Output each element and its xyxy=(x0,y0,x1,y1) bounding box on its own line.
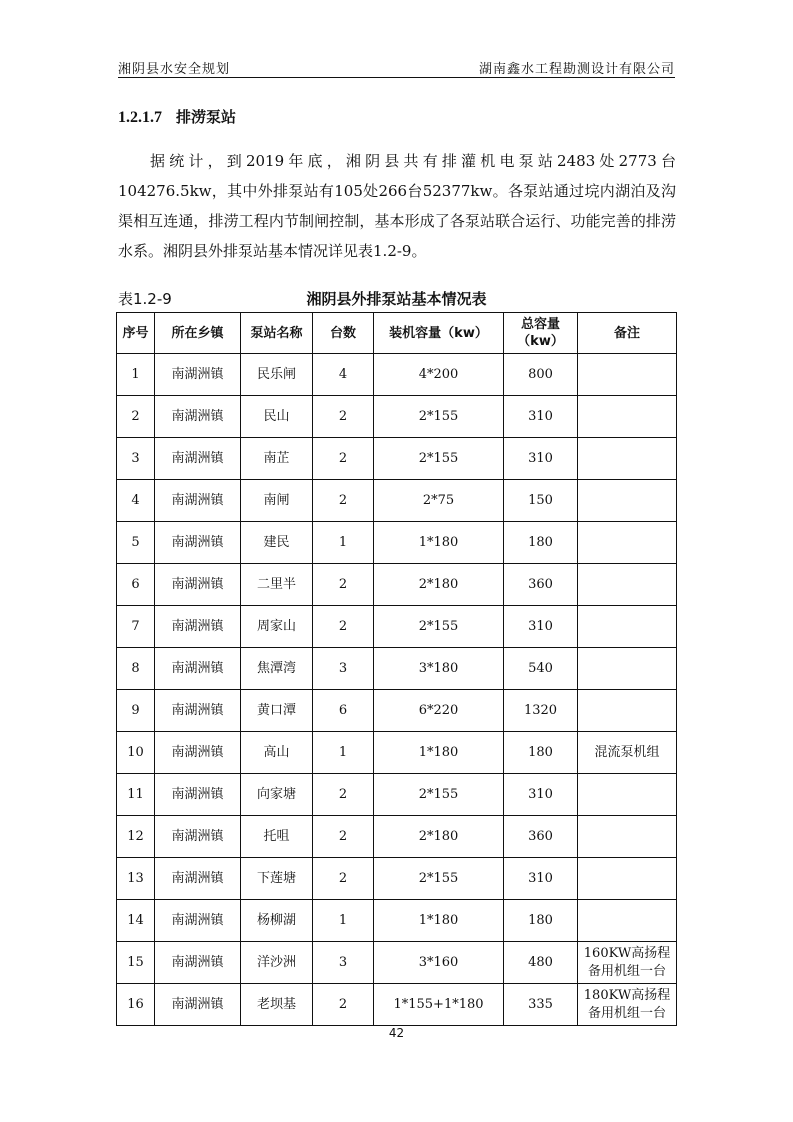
table-cell: 高山 xyxy=(241,732,313,774)
table-cell: 4 xyxy=(313,354,374,396)
pump-station-table xyxy=(116,312,677,1026)
table-cell: 2*75 xyxy=(374,480,504,522)
table-cell: 2 xyxy=(313,606,374,648)
table-cell: 南湖洲镇 xyxy=(155,396,241,438)
table-row xyxy=(117,354,677,396)
table-cell: 2 xyxy=(313,438,374,480)
table-cell: 3 xyxy=(313,942,374,984)
table-cell: 10 xyxy=(117,732,155,774)
table-row xyxy=(117,438,677,480)
table-cell xyxy=(578,690,677,732)
table-cell: 360 xyxy=(504,564,578,606)
table-cell: 二里半 xyxy=(241,564,313,606)
table-cell: 1*180 xyxy=(374,522,504,564)
table-row xyxy=(117,858,677,900)
column-header: 序号 xyxy=(117,313,155,354)
page-number: 42 xyxy=(388,1026,405,1040)
table-cell xyxy=(578,858,677,900)
table-cell: 南湖洲镇 xyxy=(155,648,241,690)
table-cell: 2*155 xyxy=(374,438,504,480)
table-cell: 9 xyxy=(117,690,155,732)
table-cell: 310 xyxy=(504,606,578,648)
table-caption xyxy=(118,286,675,308)
table-cell: 180 xyxy=(504,900,578,942)
table-cell: 下莲塘 xyxy=(241,858,313,900)
table-cell xyxy=(578,564,677,606)
table-cell: 杨柳湖 xyxy=(241,900,313,942)
table-cell xyxy=(578,816,677,858)
table-cell: 8 xyxy=(117,648,155,690)
table-cell: 4 xyxy=(117,480,155,522)
table-cell: 2*180 xyxy=(374,816,504,858)
table-cell: 2 xyxy=(313,984,374,1026)
table-cell: 13 xyxy=(117,858,155,900)
table-cell: 2 xyxy=(313,396,374,438)
table-cell: 1*155+1*180 xyxy=(374,984,504,1026)
table-cell: 2 xyxy=(313,816,374,858)
table-cell: 2*155 xyxy=(374,774,504,816)
table-row xyxy=(117,564,677,606)
table-cell: 16 xyxy=(117,984,155,1026)
table-cell: 托咀 xyxy=(241,816,313,858)
table-cell: 7 xyxy=(117,606,155,648)
table-cell xyxy=(578,606,677,648)
table-row xyxy=(117,648,677,690)
table-cell: 1 xyxy=(117,354,155,396)
table-cell: 6 xyxy=(117,564,155,606)
table-cell xyxy=(578,522,677,564)
table-cell: 2*180 xyxy=(374,564,504,606)
table-cell: 14 xyxy=(117,900,155,942)
header-document-title: 湘阴县水安全规划 xyxy=(118,62,231,77)
table-header-row xyxy=(117,313,677,354)
table-cell: 南湖洲镇 xyxy=(155,480,241,522)
table-cell: 11 xyxy=(117,774,155,816)
column-header: 总容量（kw） xyxy=(504,313,578,354)
table-cell: 12 xyxy=(117,816,155,858)
table-row xyxy=(117,816,677,858)
table-cell: 310 xyxy=(504,858,578,900)
table-cell: 1 xyxy=(313,732,374,774)
section-heading xyxy=(118,106,236,127)
table-cell xyxy=(578,354,677,396)
table-title: 湘阴县外排泵站基本情况表 xyxy=(306,290,487,308)
table-cell: 2 xyxy=(313,564,374,606)
header-divider xyxy=(118,77,675,78)
table-cell: 混流泵机组 xyxy=(578,732,677,774)
table-cell: 南湖洲镇 xyxy=(155,438,241,480)
table-cell xyxy=(578,774,677,816)
column-header: 备注 xyxy=(578,313,677,354)
table-row xyxy=(117,942,677,984)
table-cell: 310 xyxy=(504,438,578,480)
table-cell: 2 xyxy=(313,858,374,900)
table-cell xyxy=(578,396,677,438)
table-cell: 335 xyxy=(504,984,578,1026)
header-company-name: 湖南鑫水工程勘测设计有限公司 xyxy=(478,62,675,77)
table-cell: 南湖洲镇 xyxy=(155,522,241,564)
table-cell: 540 xyxy=(504,648,578,690)
table-cell: 向家塘 xyxy=(241,774,313,816)
table-cell: 建民 xyxy=(241,522,313,564)
table-cell: 南湖洲镇 xyxy=(155,732,241,774)
table-cell: 焦潭湾 xyxy=(241,648,313,690)
table-row xyxy=(117,774,677,816)
table-cell: 480 xyxy=(504,942,578,984)
table-cell: 南湖洲镇 xyxy=(155,354,241,396)
table-cell: 2 xyxy=(313,480,374,522)
table-cell: 南湖洲镇 xyxy=(155,858,241,900)
table-cell xyxy=(578,648,677,690)
table-cell: 2*155 xyxy=(374,396,504,438)
table-cell: 南湖洲镇 xyxy=(155,900,241,942)
table-cell: 6 xyxy=(313,690,374,732)
table-cell xyxy=(578,900,677,942)
table-cell: 310 xyxy=(504,774,578,816)
table-cell: 南湖洲镇 xyxy=(155,564,241,606)
table-cell: 老坝基 xyxy=(241,984,313,1026)
column-header: 所在乡镇 xyxy=(155,313,241,354)
table-cell: 南湖洲镇 xyxy=(155,984,241,1026)
table-cell: 周家山 xyxy=(241,606,313,648)
table-cell: 160KW高扬程备用机组一台 xyxy=(578,942,677,984)
column-header: 装机容量（kw） xyxy=(374,313,504,354)
table-cell: 1 xyxy=(313,522,374,564)
table-number: 表1.2-9 xyxy=(118,290,172,308)
table-cell: 310 xyxy=(504,396,578,438)
table-cell: 180KW高扬程备用机组一台 xyxy=(578,984,677,1026)
table-cell: 南芷 xyxy=(241,438,313,480)
table-row xyxy=(117,984,677,1026)
table-row xyxy=(117,480,677,522)
section-number: 1.2.1.7 xyxy=(118,109,162,126)
table-cell: 180 xyxy=(504,522,578,564)
table-cell xyxy=(578,438,677,480)
table-cell: 360 xyxy=(504,816,578,858)
table-cell: 800 xyxy=(504,354,578,396)
table-cell: 1320 xyxy=(504,690,578,732)
table-cell: 2*155 xyxy=(374,606,504,648)
table-cell: 南湖洲镇 xyxy=(155,774,241,816)
table-row xyxy=(117,522,677,564)
table-cell: 2*155 xyxy=(374,858,504,900)
table-cell: 3*180 xyxy=(374,648,504,690)
table-cell: 民山 xyxy=(241,396,313,438)
section-title: 排涝泵站 xyxy=(176,108,237,126)
table-cell: 南闸 xyxy=(241,480,313,522)
table-cell: 150 xyxy=(504,480,578,522)
table-cell: 1*180 xyxy=(374,732,504,774)
table-row xyxy=(117,732,677,774)
column-header: 台数 xyxy=(313,313,374,354)
table-body xyxy=(117,354,677,1026)
table-cell: 1*180 xyxy=(374,900,504,942)
table-cell: 南湖洲镇 xyxy=(155,690,241,732)
table-row xyxy=(117,396,677,438)
table-cell: 黄口潭 xyxy=(241,690,313,732)
table-cell: 南湖洲镇 xyxy=(155,816,241,858)
table-cell: 2 xyxy=(117,396,155,438)
table-cell: 15 xyxy=(117,942,155,984)
table-cell: 6*220 xyxy=(374,690,504,732)
table-cell: 民乐闸 xyxy=(241,354,313,396)
table-cell: 洋沙洲 xyxy=(241,942,313,984)
table-cell: 3 xyxy=(117,438,155,480)
table-cell xyxy=(578,480,677,522)
table-cell: 南湖洲镇 xyxy=(155,942,241,984)
body-paragraph xyxy=(118,146,676,266)
table-cell: 3 xyxy=(313,648,374,690)
table-cell: 3*160 xyxy=(374,942,504,984)
table-cell: 2 xyxy=(313,774,374,816)
table-row xyxy=(117,690,677,732)
table-row xyxy=(117,900,677,942)
table-cell: 5 xyxy=(117,522,155,564)
table-cell: 180 xyxy=(504,732,578,774)
column-header: 泵站名称 xyxy=(241,313,313,354)
table-cell: 南湖洲镇 xyxy=(155,606,241,648)
page-header xyxy=(118,52,675,76)
table-cell: 4*200 xyxy=(374,354,504,396)
table-row xyxy=(117,606,677,648)
table-cell: 1 xyxy=(313,900,374,942)
paragraph-text: 据统计，到2019年底，湘阴县共有排灌机电泵站2483处2773台104276.5kw，其中外排泵站有105处266台52377kw。各泵站通过垸内湖泊及沟渠相互连通，排涝工程内节制闸控制，基本形成了各泵站联合运行、功能完善的排涝水系。湘阴县外排泵站基本情况详见表1.2-9。 xyxy=(118,152,676,260)
